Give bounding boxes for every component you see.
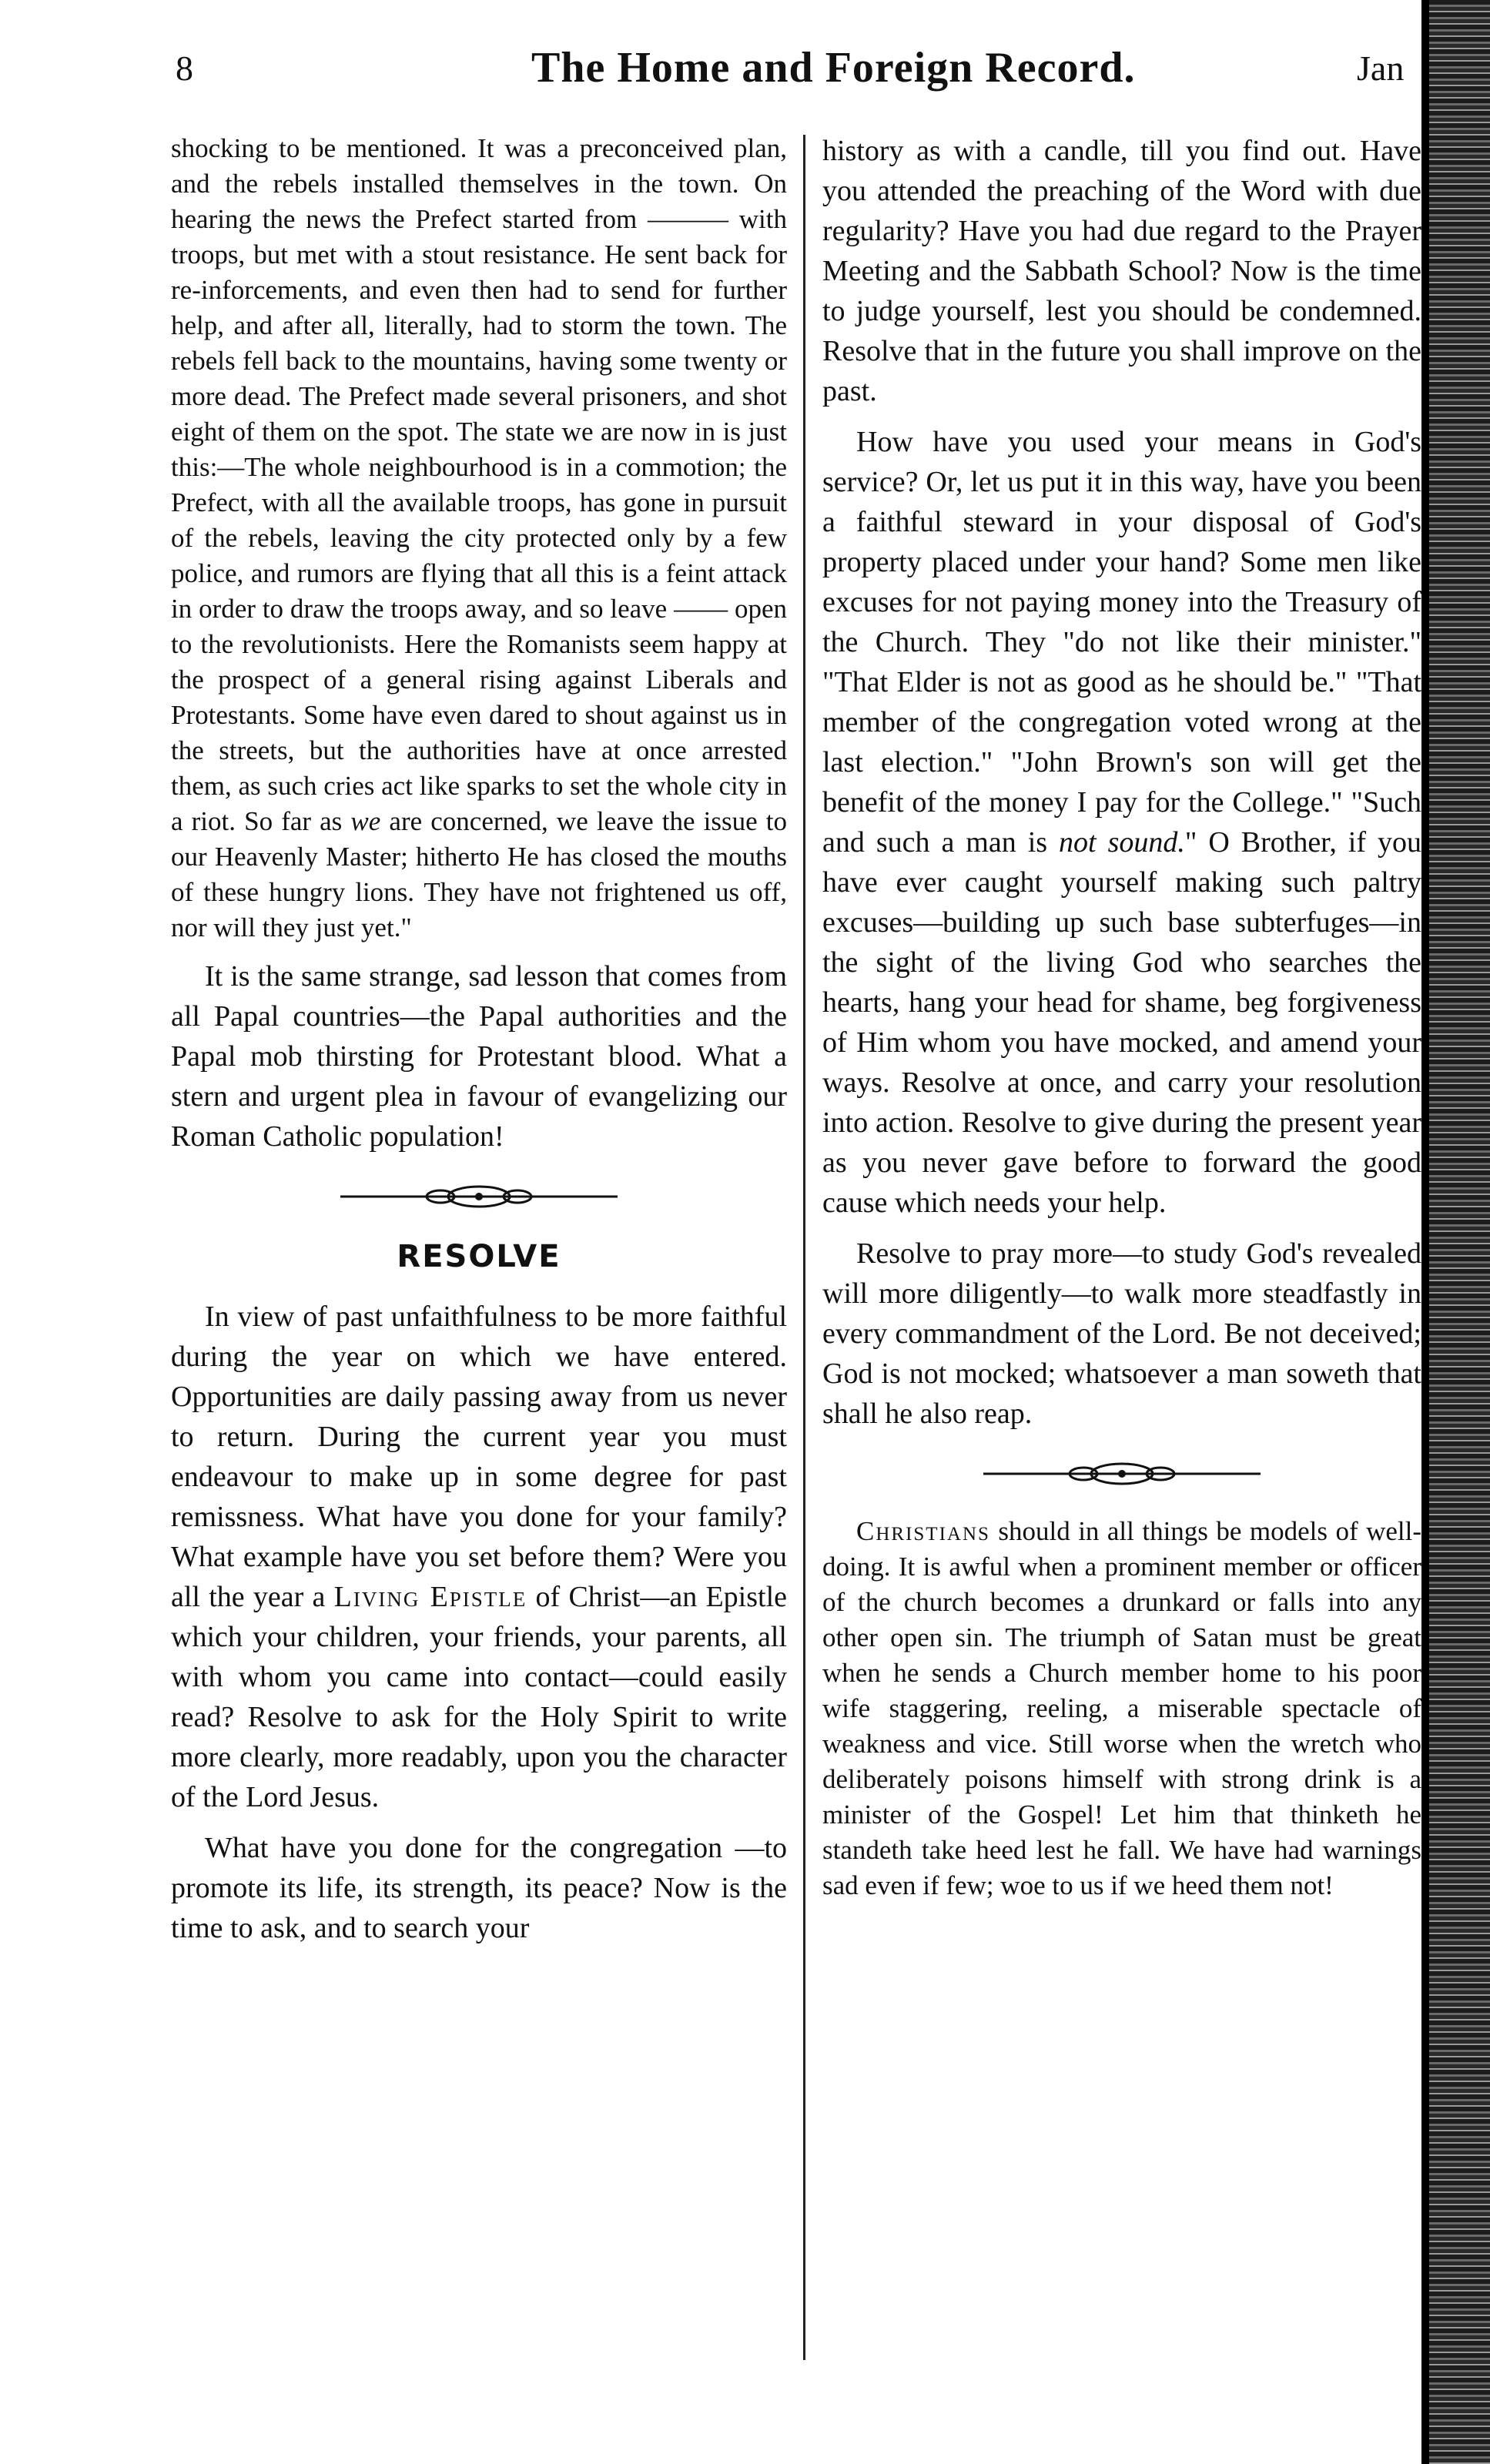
left-column [171,131,787,1959]
history-paragraph: history as with a candle, till you find out. Have you attended the preaching of the Word with due regularity? Have you had due regard to the Prayer Meeting and the Sabbath School? Now is the time to judge yourself, lest you should be condemned. Resolve that in the future you shall improve on the past. [822,135,1421,407]
pray-paragraph: Resolve to pray more—to study God's revealed will more diligently—to walk more steadfastly in every commandment of the Lord. Be not deceived; God is not mocked; whatsoever a man soweth that shall he also reap. [822,1237,1421,1430]
congregation-paragraph: What have you done for the congregation —to promote its life, its strength, its peace? Now is the time to ask, and to search your [171,1832,787,1944]
papal-lesson-paragraph: It is the same strange, sad lesson that comes from all Papal countries—the Papal authorities and the Papal mob thirsting for Protestant blood. What a stern and urgent plea in favour of evangelizing our Roman Catholic population! [171,960,787,1153]
journal-title: The Home and Foreign Record. [531,44,1136,92]
column-divider-rule [803,135,805,2360]
section-heading-resolve: RESOLVE [397,1239,561,1274]
letter-continuation-paragraph: shocking to be mentioned. It was a preconceived plan, and the rebels installed themselves in the town. On hearing the news the Prefect started from ——— with troops, but met with a stout resistance. He sent back for re-inforcements, and even then had to send for further help, and after all, literally, had to storm the town. The rebels fell back to the mountains, having some twenty or more dead. The Prefect made several prisoners, and shot eight of them on the spot. The state we are now in is just this:—The whole neighbourhood is in a commotion; the Prefect, with all the available troops, has gone in pursuit of the rebels, leaving the city protected only by a few police, and rumors are flying that all this is a feint attack in order to draw the troops away, and so leave —— open to the revolutionists. Here the Romanists seem happy at the prospect of a general rising against Liberals and Protestants. Some have even dared to shout against us in the streets, but the authorities have at once arrested them, as such cries act like sparks to set the whole city in a riot. So far as we are concerned, we leave the issue to our Heavenly Master; hitherto He has closed the mouths of these hungry lions. They have not frightened us off, nor will they just yet." [171,133,787,942]
right-column [822,131,1421,1914]
resolve-paragraph: In view of past unfaithfulness to be more faithful during the year on which we have entered. Opportunities are daily passing away from us never to return. During the current year you must endeavour to make up in some degree for past remissness. What have you done for your family? What example have you set before them? Were you all the year a Living Epistle of Christ—an Epistle which your children, your friends, your parents, all with whom you came into contact—could easily read? Resolve to ask for the Holy Spirit to write more clearly, more readably, upon you the character of the Lord Jesus. [171,1301,787,1813]
header-month: Jan [1357,49,1405,88]
christians-paragraph: Christians should in all things be models of well-doing. It is awful when a prominent member or officer of the church becomes a drunkard or falls into any other open sin. The triumph of Satan must be great when he sends a Church member home to his poor wife staggering, reeling, a miserable spectacle of weakness and vice. Still worse when the wretch who deliberately poisons himself with strong drink is a minister of the Gospel! Let him that thinketh he standeth take heed lest he fall. We have had warnings sad even if few; woe to us if we heed them not! [822,1516,1421,1900]
ornamental-divider [983,1460,1261,1488]
means-paragraph: How have you used your means in God's service? Or, let us put it in this way, have you been a faithful steward in your disposal of God's property placed under your hand? Some men like excuses for not paying money into the Treasury of the Church. They "do not like their minister." "That Elder is not as good as he should be." "That member of the congregation voted wrong at the last election." "John Brown's son will get the benefit of the money I pay for the College." "Such and such a man is not sound." O Brother, if you have ever caught yourself making such paltry excuses—building up such base subterfuges—in the sight of the living God who searches the hearts, hang your head for shame, beg forgiveness of Him whom you have mocked, and amend your ways. Resolve at once, and carry your resolution into action. Resolve to give during the present year as you never gave before to forward the good cause which needs your help. [822,426,1421,1219]
page-number: 8 [176,49,193,88]
page-binding-shadow [1421,0,1429,2464]
ornamental-divider [340,1183,618,1210]
page-binding-edge [1421,0,1490,2464]
